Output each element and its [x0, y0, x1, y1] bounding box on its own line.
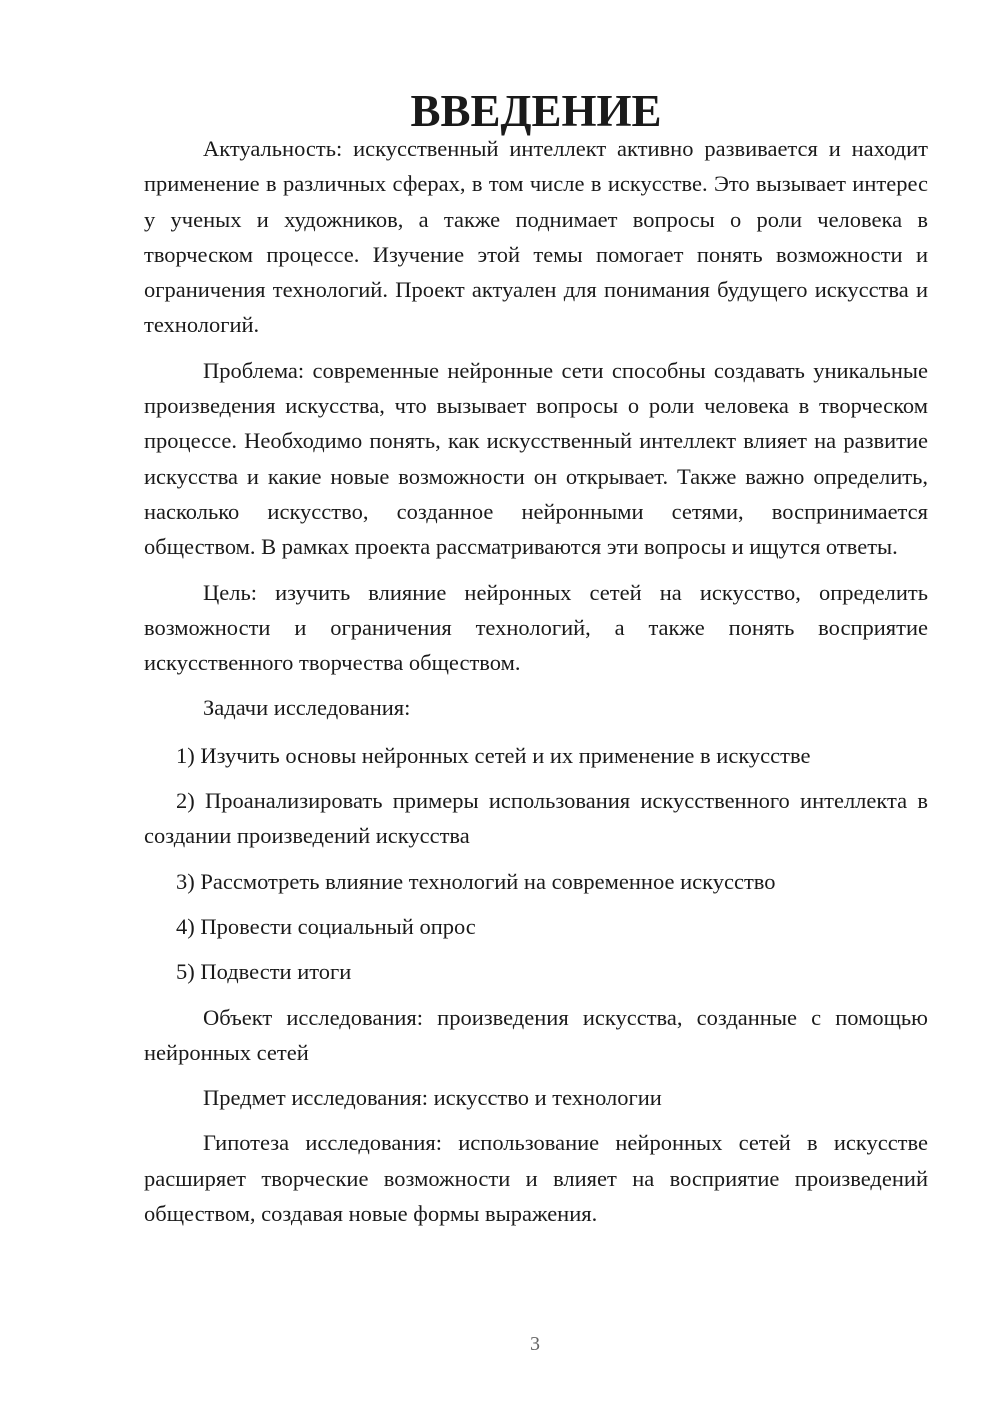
task-item-3: 3) Рассмотреть влияние технологий на современное искусство [176, 868, 776, 894]
task-item-4: 4) Провести социальный опрос [176, 913, 476, 939]
page-content [144, 86, 928, 1231]
tasks-heading: Задачи исследования: [203, 695, 411, 721]
page-number: 3 [530, 1333, 540, 1355]
object-paragraph: Объект исследования: произведения искусства, созданные с помощью нейронных сетей [144, 1004, 928, 1065]
task-item-5: 5) Подвести итоги [176, 959, 352, 985]
section-title: ВВЕДЕНИЕ [410, 86, 662, 136]
subject-paragraph: Предмет исследования: искусство и технологии [203, 1085, 662, 1111]
problem-paragraph: Проблема: современные нейронные сети способны создавать уникальные произведения искусства, что вызывает вопросы о роли человека в творческом процессе. Необходимо понять, как искусственный интеллект влияет на развитие искусства и какие новые возможности он открывает. Также важно определить, насколько искусство, созданное нейронными сетями, воспринимается обществом. В рамках проекта рассматриваются эти вопросы и ищутся ответы. [144, 357, 928, 560]
hypothesis-paragraph: Гипотеза исследования: использование нейронных сетей в искусстве расширяет творческие возможности и влияет на восприятие произведений обществом, создавая новые формы выражения. [144, 1130, 928, 1227]
task-item-1: 1) Изучить основы нейронных сетей и их применение в искусстве [176, 742, 811, 768]
goal-paragraph: Цель: изучить влияние нейронных сетей на искусство, определить возможности и ограничения технологий, а также понять восприятие искусственного творчества обществом. [144, 579, 928, 676]
relevance-paragraph: Актуальность: искусственный интеллект активно развивается и находит применение в различных сферах, в том числе в искусстве. Это вызывает интерес у ученых и художников, а также поднимает вопросы о роли человека в творческом процессе. Изучение этой темы помогает понять возможности и ограничения технологий. Проект актуален для понимания будущего искусства и технологий. [144, 136, 928, 338]
task-item-2: 2) Проанализировать примеры использования искусственного интеллекта в создании произведений искусства [144, 788, 928, 849]
